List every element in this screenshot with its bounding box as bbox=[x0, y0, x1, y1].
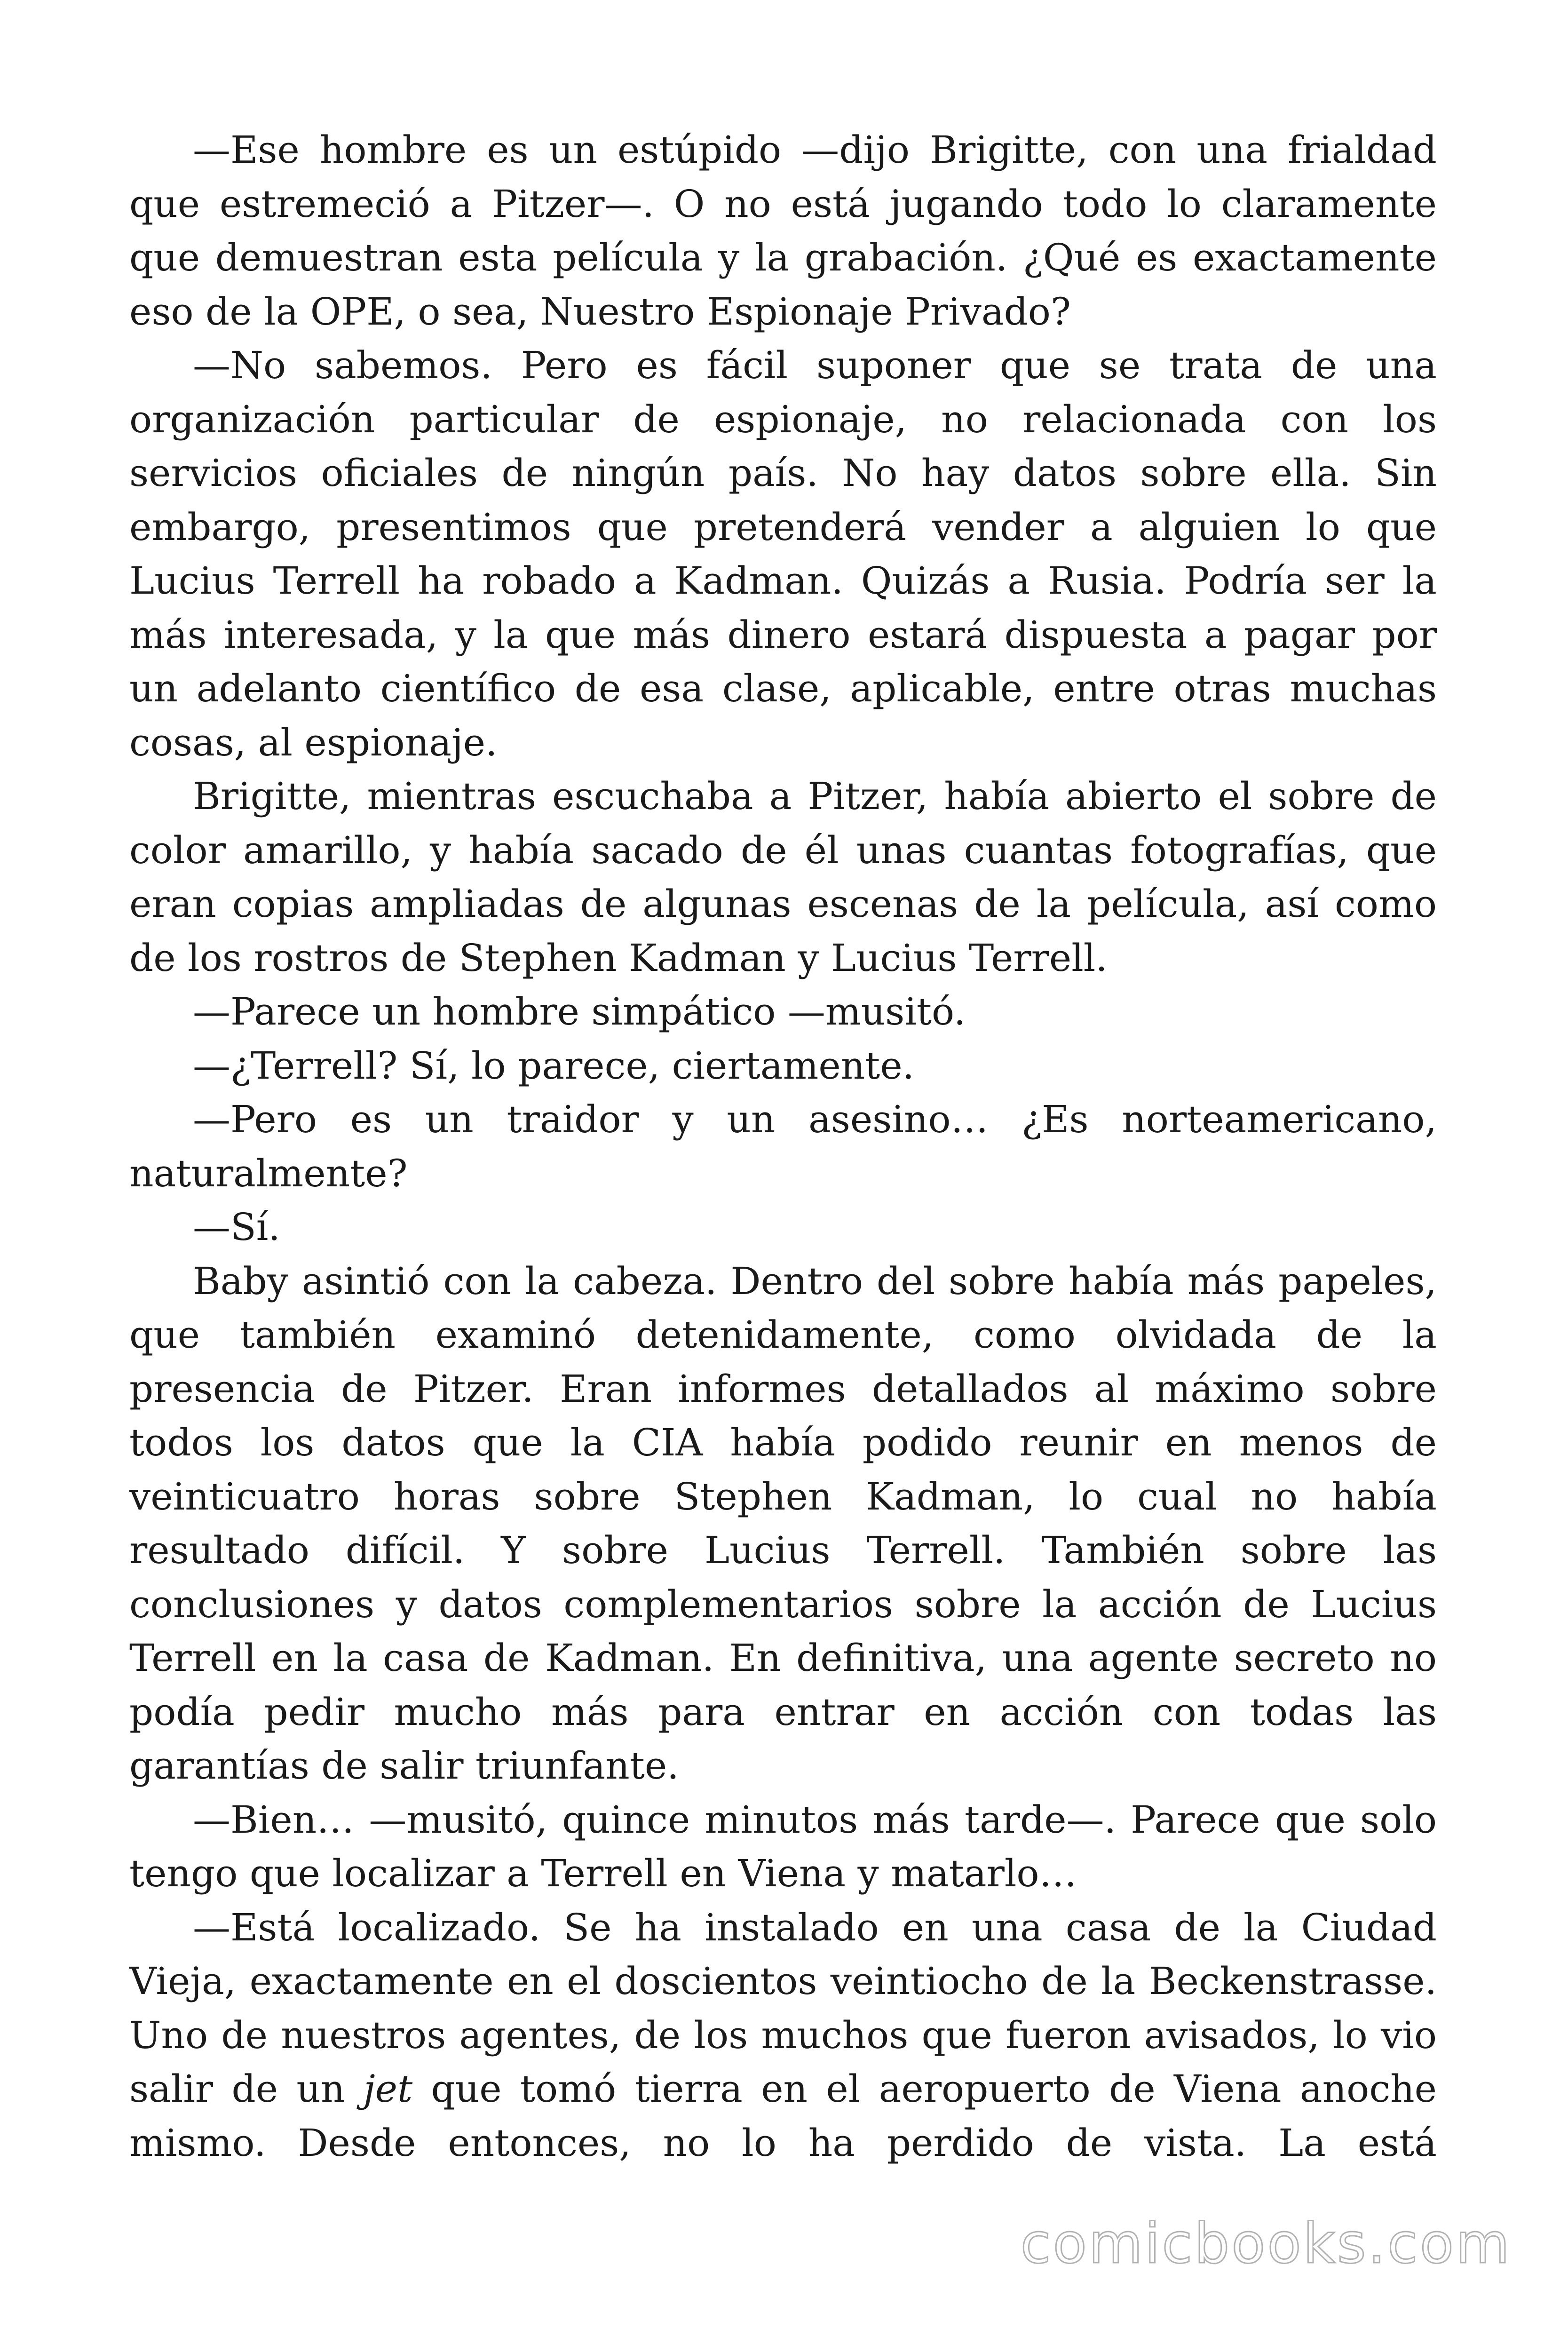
paragraph-7: —Sí. bbox=[193, 1205, 280, 1249]
paragraph-8: Baby asintió con la cabeza. Dentro del sobre había más papeles, que también examinó detenidamente, como olvidada de la presencia de Pitzer. Eran informes detallados al máximo sobre todos los datos que la CIA había podido reunir en menos de veinticuatro horas sobre Stephen Kadman, lo cual no había resultado difícil. Y sobre Lucius Terrell. También sobre las conclusiones y datos complementarios sobre la acción de Lucius Terrell en la casa de Kadman. En definitiva, una agente secreto no podía pedir mucho más para entrar en acción con todas las garantías de salir triunfante. bbox=[129, 1259, 1437, 1788]
paragraph-3: Brigitte, mientras escuchaba a Pitzer, había abierto el sobre de color amarillo, y había sacado de él unas cuantas fotografías, que eran copias ampliadas de algunas escenas de la película, así como de los rostros de Stephen Kadman y Lucius Terrell. bbox=[129, 774, 1437, 980]
italic-word: jet bbox=[363, 2067, 413, 2111]
paragraph-10-part-2: que tomó tierra en el aeropuerto de Viena anoche mismo. Desde entonces, no lo ha perdido de vista. La está bbox=[129, 2067, 1437, 2165]
body-text bbox=[129, 123, 1437, 2170]
watermark: comicbooks.com bbox=[1020, 2211, 1512, 2276]
paragraph-6: —Pero es un traidor y un asesino… ¿Es norteamericano, naturalmente? bbox=[129, 1097, 1437, 1195]
paragraph-10-part-1: —Está localizado. Se ha instalado en una casa de la Ciudad Vieja, exactamente en el doscientos veintiocho de la Beckenstrasse. Uno de nuestros agentes, de los muchos que fueron avisados, lo vio salir de un bbox=[129, 1905, 1437, 2111]
paragraph-10 bbox=[129, 1901, 1437, 2170]
paragraph-5: —¿Terrell? Sí, lo parece, ciertamente. bbox=[193, 1043, 915, 1088]
paragraph-1: —Ese hombre es un estúpido —dijo Brigitte, con una frialdad que estremeció a Pitzer—. O no está jugando todo lo claramente que demuestran esta película y la grabación. ¿Qué es exactamente eso de la OPE, o sea, Nuestro Espionaje Privado? bbox=[129, 128, 1437, 334]
paragraph-2: —No sabemos. Pero es fácil suponer que se trata de una organización particular de espionaje, no relacionada con los servicios oficiales de ningún país. No hay datos sobre ella. Sin embargo, presentimos que pretenderá vender a alguien lo que Lucius Terrell ha robado a Kadman. Quizás a Rusia. Podría ser la más interesada, y la que más dinero estará dispuesta a pagar por un adelanto científico de esa clase, aplicable, entre otras muchas cosas, al espionaje. bbox=[129, 343, 1437, 764]
paragraph-4: —Parece un hombre simpático —musitó. bbox=[193, 990, 966, 1033]
paragraph-9: —Bien… —musitó, quince minutos más tarde—. Parece que solo tengo que localizar a Terrell en Viena y matarlo… bbox=[129, 1797, 1437, 1895]
